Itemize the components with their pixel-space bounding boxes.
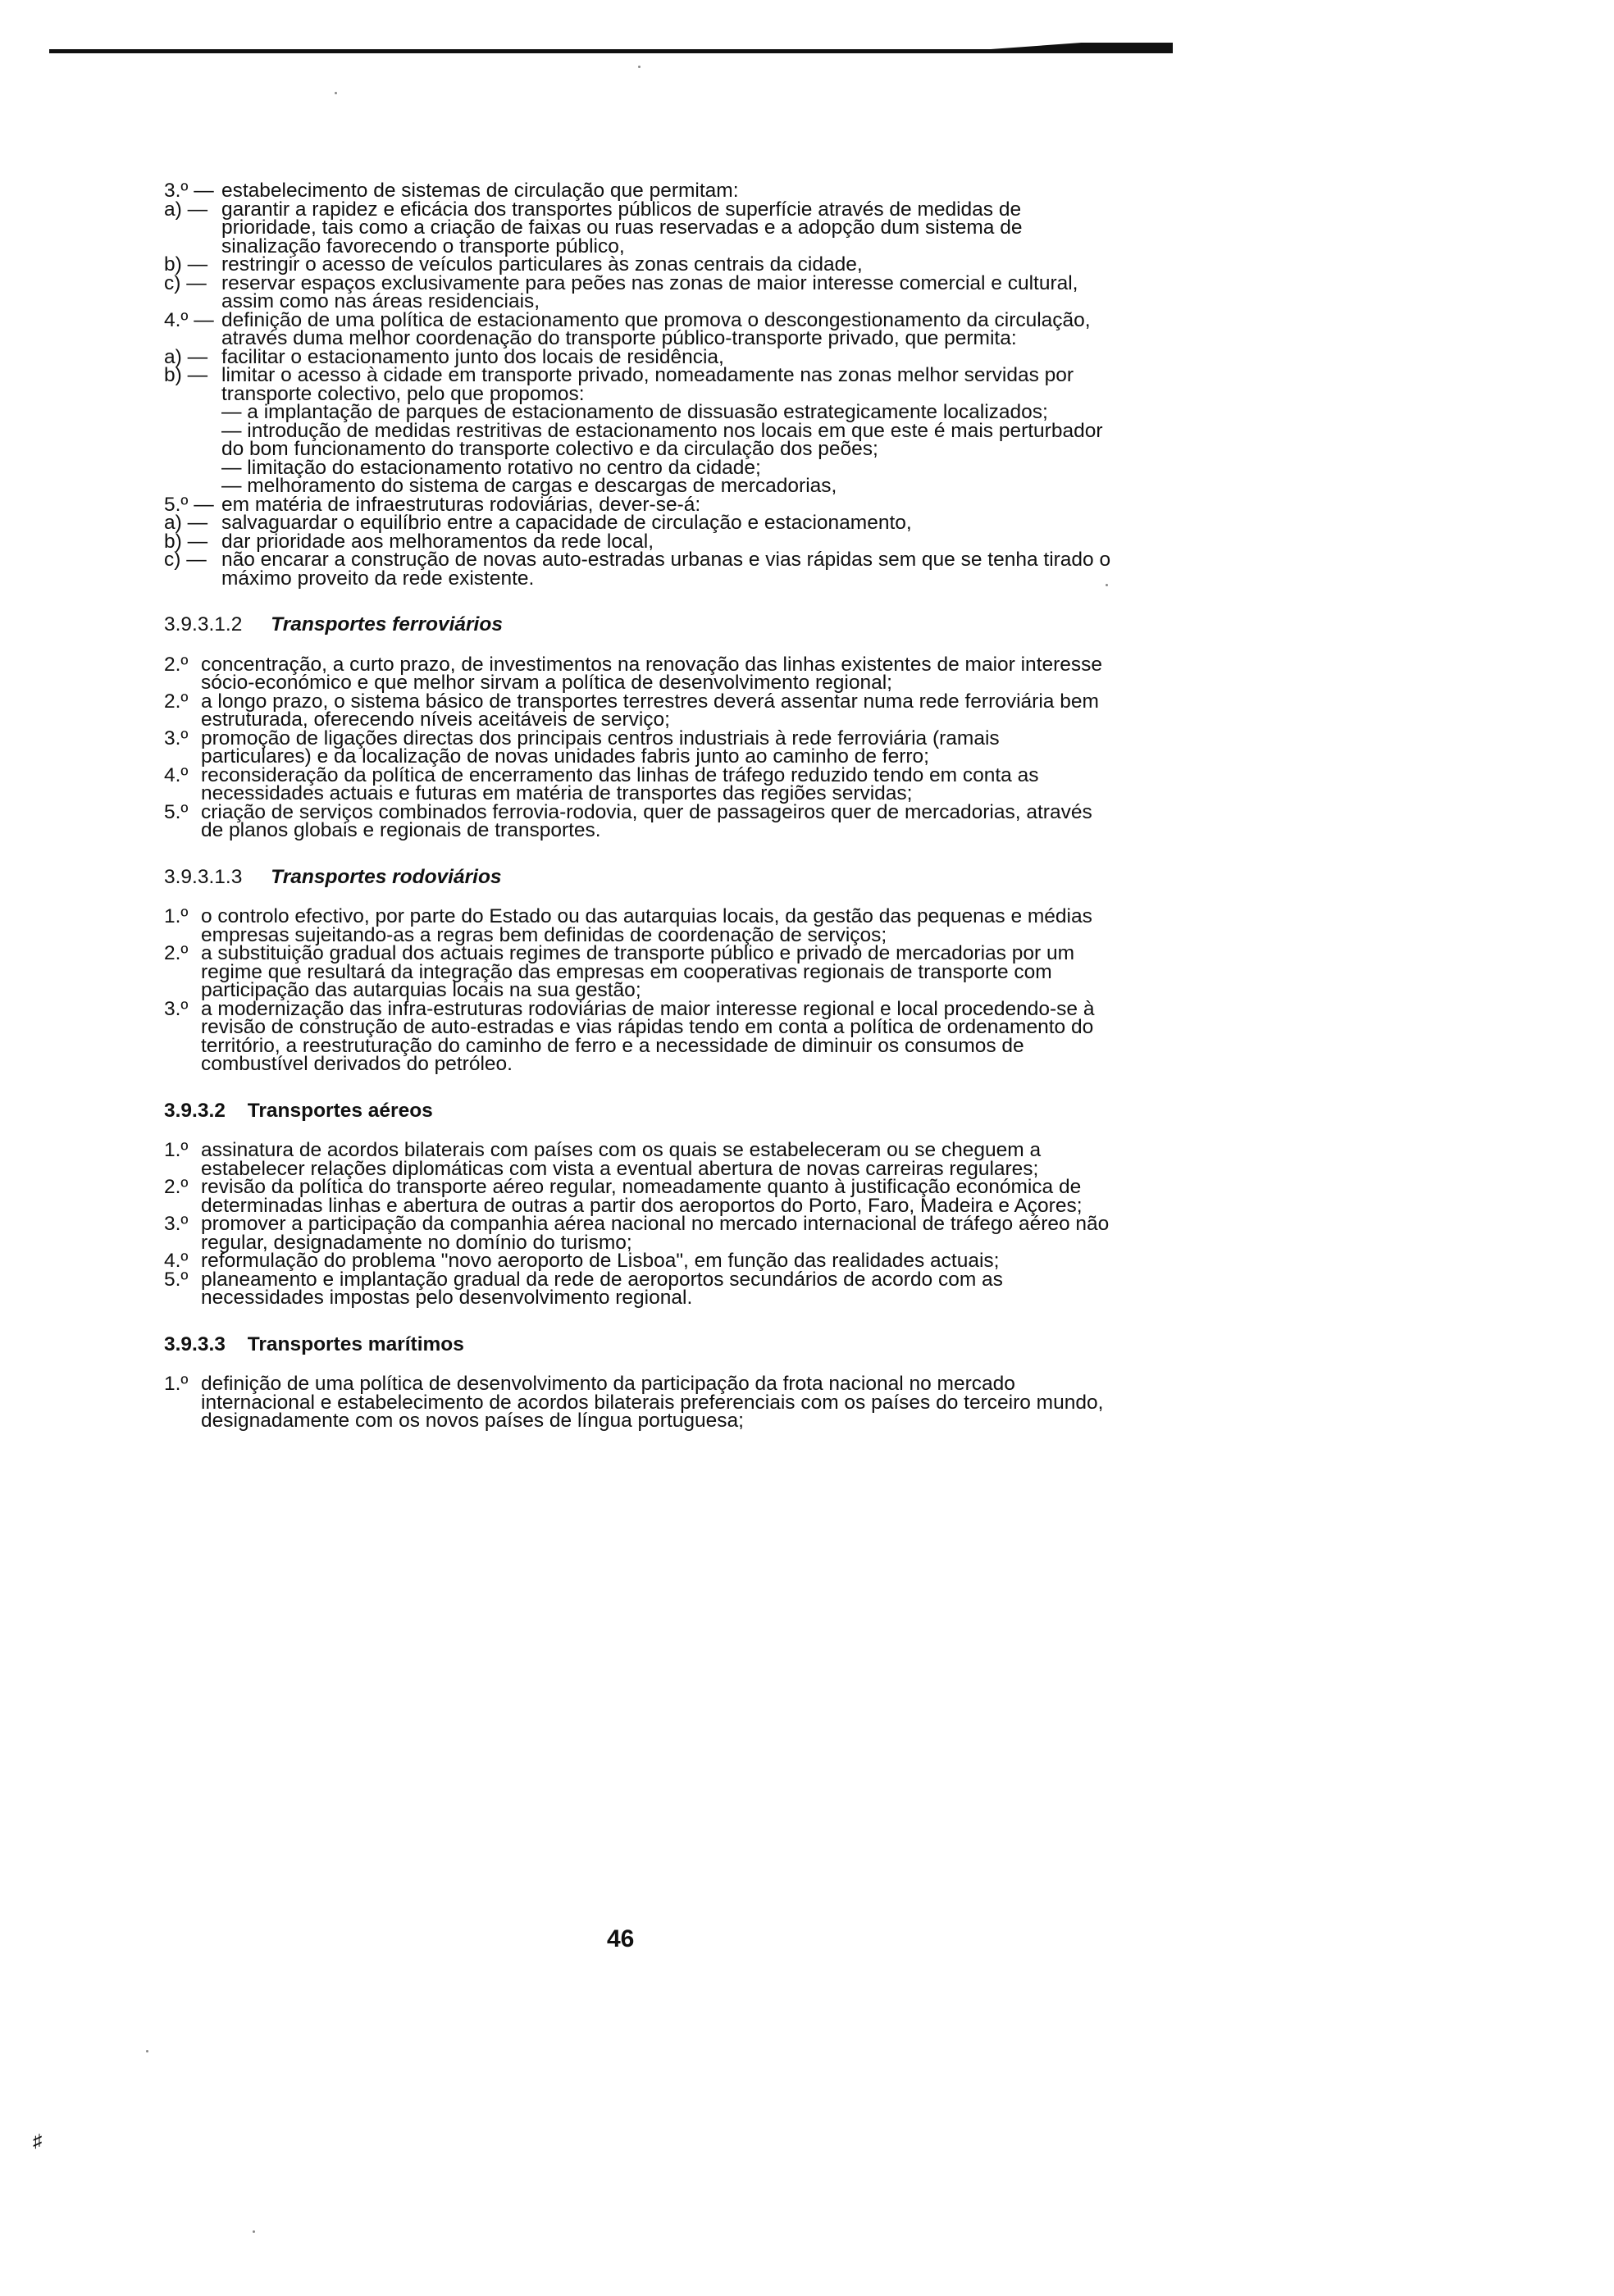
item-number: 5.º: [164, 1268, 189, 1291]
item-number: 3.º —: [164, 180, 214, 202]
section-number: 3.9.3.1.2: [164, 613, 243, 636]
list-item: [164, 1268, 1115, 1309]
section-heading-ferroviarios: [164, 613, 1115, 636]
dash-item: — introdução de medidas restritivas de estacionamento nos locais em que este é mais perturbador do bom funcionamento do transporte colectivo e da circulação dos peões;: [221, 419, 1103, 460]
list-item: [164, 763, 1115, 804]
item-number: 5.º —: [164, 493, 214, 516]
list-item: [164, 942, 1115, 1001]
air-transport-list: [164, 1141, 1115, 1308]
list-item: [164, 1141, 1115, 1178]
item-number: 4.º: [164, 763, 189, 786]
top-rule-thick: [968, 36, 1173, 52]
item-number: 3.º: [164, 727, 189, 749]
item-text: promoção de ligações directas dos principais centros industriais à rede ferroviária (ramais particulares) e da localização de novas unidades fabris junto ao caminho de ferro;: [201, 727, 1000, 768]
item-text: o controlo efectivo, por parte do Estado ou das autarquias locais, da gestão das pequenas e médias empresas sujeitando-as a regras bem definidas de coordenação de serviços;: [201, 905, 1092, 946]
item-number: 2.º: [164, 1176, 189, 1198]
road-transport-list: [164, 905, 1115, 1075]
section-title: Transportes ferroviários: [271, 613, 503, 636]
item-text: em matéria de infraestruturas rodoviárias, dever-se-á:: [221, 493, 701, 516]
rail-transport-list: [164, 653, 1115, 841]
item-text: promover a participação da companhia aérea nacional no mercado internacional de tráfego aéreo não regular, designadamente no domínio do turismo;: [201, 1213, 1110, 1254]
scan-speck: [253, 2230, 255, 2233]
item-number: 1.º: [164, 1139, 189, 1161]
item-number: 2.º: [164, 690, 189, 713]
road-measures-list: [164, 182, 1115, 588]
item-text: assinatura de acordos bilaterais com países com os quais se estabeleceram ou se cheguem a estabelecer relações diplomáticas com vista a eventual abertura de novas carreiras regulares;: [201, 1139, 1042, 1180]
item-text: concentração, a curto prazo, de investimentos na renovação das linhas existentes de maior interesse sócio-económico e que melhor sirvam a política de desenvolvimento regional;: [201, 653, 1103, 694]
item-text: reconsideração da política de encerramento das linhas de tráfego reduzido tendo em conta as necessidades actuais e futuras em matéria de transportes das regiões servidas;: [201, 763, 1039, 804]
item-text: revisão da política do transporte aéreo regular, nomeadamente quanto à justificação económica de determinadas linhas e abertura de outras a partir dos aeroportos do Porto, Faro, Madeira e Açores;: [201, 1176, 1083, 1217]
item-number: 2.º: [164, 942, 189, 964]
item-number: 1.º: [164, 1373, 189, 1395]
list-item: [164, 800, 1115, 841]
list-item: [164, 551, 1115, 588]
item-number: c) —: [164, 549, 207, 571]
list-item: [164, 1375, 1115, 1431]
item-text: reformulação do problema "novo aeroporto de Lisboa", em função das realidades actuais;: [201, 1250, 1000, 1272]
item-number: 1.º: [164, 905, 189, 927]
maritime-transport-list: [164, 1375, 1115, 1431]
item-number: b) —: [164, 364, 208, 386]
list-item: [164, 727, 1115, 768]
section-number: 3.9.3.1.3: [164, 865, 243, 888]
item-number: 3.º: [164, 1213, 189, 1235]
item-text: a modernização das infra-estruturas rodoviárias de maior interesse regional e local procedendo-se à revisão de construção de auto-estradas e vias rápidas tendo em conta a política de ordenamento do território, a reestruturação do caminho de ferro e a necessidade de diminuir os consumos de combustível derivados do petróleo.: [201, 997, 1095, 1075]
item-number: 3.º: [164, 997, 189, 1020]
scan-speck: [146, 2050, 148, 2052]
dash-item: — a implantação de parques de estacionamento de dissuasão estrategicamente localizados;: [221, 401, 1048, 423]
list-item: [164, 198, 1115, 257]
item-number: 4.º: [164, 1250, 189, 1272]
item-text: criação de serviços combinados ferrovia-rodovia, quer de passageiros quer de mercadorias, através de planos globais e regionais de transportes.: [201, 800, 1092, 841]
item-text: salvaguardar o equilíbrio entre a capacidade de circulação e estacionamento,: [221, 512, 912, 534]
scan-speck: [335, 92, 337, 94]
section-title: Transportes marítimos: [247, 1332, 464, 1355]
list-item: [164, 905, 1115, 946]
section-title: Transportes rodoviários: [271, 865, 502, 888]
item-text: garantir a rapidez e eficácia dos transportes públicos de superfície através de medidas de prioridade, tais como a criação de faixas ou ruas reservadas e a adopção dum sistema de sinalização favorecendo o transporte público,: [221, 198, 1023, 257]
item-text: a substituição gradual dos actuais regimes de transporte público e privado de mercadorias por um regime que resultará da integração das empresas em cooperativas regionais de transporte com participação das autarquias locais na sua gestão;: [201, 942, 1074, 1001]
dash-item: — limitação do estacionamento rotativo no centro da cidade;: [221, 456, 761, 479]
item-text: restringir o acesso de veículos particulares às zonas centrais da cidade,: [221, 253, 863, 276]
dash-item: — melhoramento do sistema de cargas e descargas de mercadorias,: [221, 475, 837, 497]
scan-speck: [638, 66, 641, 68]
section-number: 3.9.3.2: [164, 1099, 226, 1122]
item-number: a) —: [164, 512, 208, 534]
list-item: [164, 997, 1115, 1075]
item-text: estabelecimento de sistemas de circulação que permitam:: [221, 180, 739, 202]
item-text: definição de uma política de desenvolvimento da participação da frota nacional no mercado internacional e estabelecimento de acordos bilaterais preferenciais com os países do terceiro mundo, designadamente com os novos países de língua portuguesa;: [201, 1373, 1104, 1432]
item-number: a) —: [164, 345, 208, 368]
list-item: [164, 364, 1115, 405]
item-number: 2.º: [164, 653, 189, 676]
item-text: não encarar a construção de novas auto-estradas urbanas e vias rápidas sem que se tenha tirado o máximo proveito da rede existente.: [221, 549, 1111, 590]
margin-mark: ♯: [33, 2130, 42, 2151]
item-text: planeamento e implantação gradual da rede de aeroportos secundários de acordo com as necessidades impostas pelo desenvolvimento regional.: [201, 1268, 1003, 1309]
section-number: 3.9.3.3: [164, 1332, 226, 1355]
item-number: b) —: [164, 530, 208, 553]
item-number: a) —: [164, 198, 208, 221]
section-heading-maritimos: [164, 1332, 1115, 1355]
list-item: [164, 690, 1115, 731]
section-title: Transportes aéreos: [247, 1099, 433, 1122]
item-text: definição de uma política de estacionamento que promova o descongestionamento da circulação, através duma melhor coordenação do transporte público-transporte privado, que permita:: [221, 308, 1091, 349]
item-number: b) —: [164, 253, 208, 276]
item-text: dar prioridade aos melhoramentos da rede local,: [221, 530, 654, 553]
page-number: 46: [607, 1925, 635, 1952]
item-number: 4.º —: [164, 308, 214, 331]
item-text: reservar espaços exclusivamente para peões nas zonas de maior interesse comercial e cultural, assim como nas áreas residenciais,: [221, 271, 1078, 312]
item-text: limitar o acesso à cidade em transporte privado, nomeadamente nas zonas melhor servidas por transporte colectivo, pelo que propomos:: [221, 364, 1074, 405]
list-item: [164, 1178, 1115, 1215]
item-text: facilitar o estacionamento junto dos locais de residência,: [221, 345, 724, 368]
item-number: c) —: [164, 271, 207, 294]
section-heading-aereos: [164, 1099, 1115, 1122]
document-body: [164, 182, 1115, 1431]
item-number: 5.º: [164, 800, 189, 823]
list-item: [164, 308, 1115, 349]
list-item: [164, 653, 1115, 694]
item-text: a longo prazo, o sistema básico de transportes terrestres deverá assentar numa rede ferroviária bem estruturada, oferecendo níveis aceitáveis de serviço;: [201, 690, 1099, 731]
section-heading-rodoviarios: [164, 865, 1115, 888]
list-item: [164, 271, 1115, 312]
list-item: [164, 1215, 1115, 1252]
